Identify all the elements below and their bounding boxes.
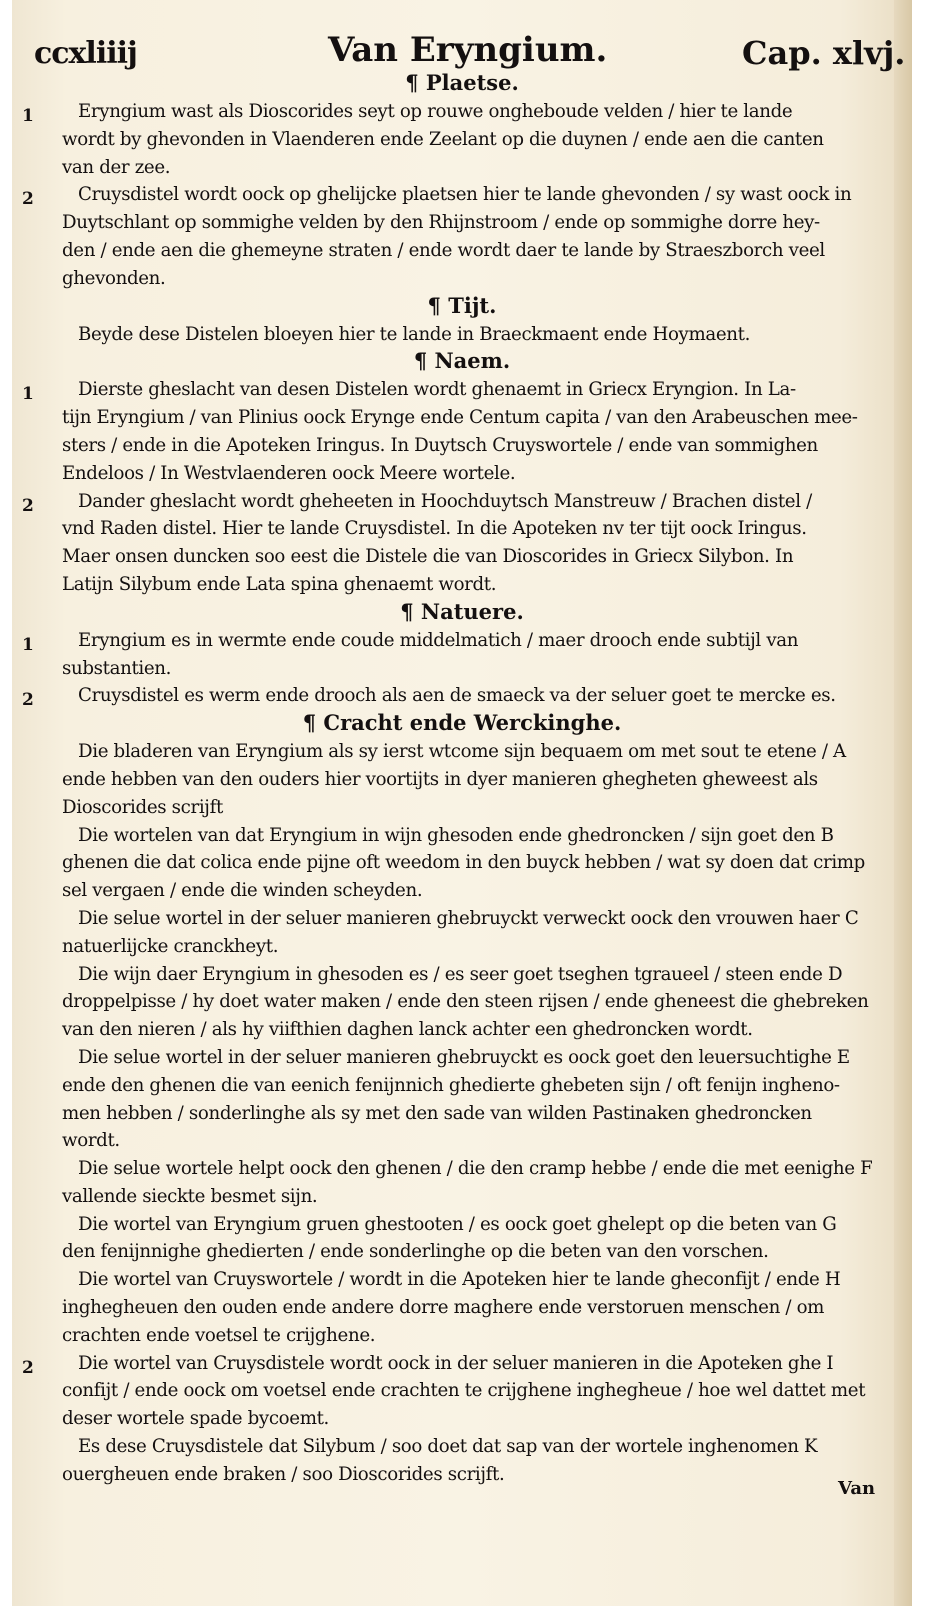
text-line: crachten ende voetsel te crijghene. [62, 1324, 376, 1346]
text-line: van den nieren / als hy viifthien daghen lanck achter een ghedroncken wordt. [62, 1019, 753, 1041]
text-line: Latijn Silybum ende Lata spina ghenaemt wordt. [62, 573, 497, 595]
paragraph [12, 376, 912, 487]
margin-number: 2 [22, 1357, 34, 1378]
text-line: deser wortele spade bycoemt. [62, 1408, 329, 1430]
text-line: Die wortel van Cruyswortele / wordt in die Apoteken hier te lande gheconfijt / ende H [78, 1269, 841, 1291]
page-body [12, 70, 912, 1489]
text-line: ghevonden. [62, 267, 166, 289]
paragraph [12, 1266, 912, 1349]
section-heading: ¶ Plaetse. [405, 70, 519, 95]
paragraph [12, 682, 912, 710]
text-line: Duytschlant op sommighe velden by den Rhijnstroom / ende op sommighe dorre hey- [62, 212, 820, 234]
margin-number: 2 [22, 495, 34, 516]
section-heading: ¶ Naem. [413, 348, 511, 374]
paragraph [12, 738, 912, 821]
text-line: den fenijnnighe ghedierten / ende sonderlinghe op die beten van den vorschen. [62, 1241, 769, 1263]
text-line: men hebben / sonderlinghe als sy met den sade van wilden Pastinaken ghedroncken [62, 1102, 812, 1124]
text-line: Eryngium wast als Dioscorides seyt op rouwe ongheboude velden / hier te lande [78, 101, 793, 122]
text-line: Die selue wortele helpt oock den ghenen / die den cramp hebbe / ende die met eenighe F [78, 1158, 873, 1180]
text-line: Die selue wortel in der seluer manieren ghebruyckt verweckt oock den vrouwen haer C [78, 907, 859, 929]
section-heading: ¶ Cracht ende Werckinghe. [302, 710, 622, 736]
book-page [12, 0, 912, 1606]
catchword: Van [838, 1478, 876, 1499]
text-line: vallende sieckte besmet sijn. [62, 1185, 318, 1207]
text-line: Die wijn daer Eryngium in ghesoden es / es seer goet tseghen tgraueel / steen ende D [78, 963, 843, 985]
text-line: wordt. [62, 1130, 120, 1152]
paragraph [12, 961, 912, 1044]
text-line: Endeloos / In Westvlaenderen oock Meere wortele. [62, 462, 516, 484]
paragraph [12, 627, 912, 683]
paragraph [12, 488, 912, 599]
paragraph [12, 1211, 912, 1267]
text-line: Es dese Cruysdistele dat Silybum / soo doet dat sap van der wortele inghenomen K [78, 1436, 818, 1458]
text-line: Eryngium es in wermte ende coude middelmatich / maer drooch ende subtijl van [78, 629, 799, 651]
folio-number: ccxliiij [34, 36, 137, 71]
text-line: Cruysdistel wordt oock op ghelijcke plaetsen hier te lande ghevonden / sy wast oock in [78, 184, 852, 206]
text-line: ende hebben van den ouders hier voortijts in dyer manieren ghegheten gheweest als [62, 768, 818, 790]
text-line: Die selue wortel in der seluer manieren ghebruyckt es oock goet den leuersuchtighe E [78, 1046, 850, 1068]
text-line: Dierste gheslacht van desen Distelen wordt ghenaemt in Griecx Eryngion. In La- [78, 379, 796, 401]
paragraph [12, 905, 912, 961]
text-line: ghenen die dat colica ende pijne oft weedom in den buyck hebben / wat sy doen dat crimp [62, 852, 865, 874]
section-heading: ¶ Tijt. [427, 292, 497, 318]
text-line: wordt by ghevonden in Vlaenderen ende Zeelant op die duynen / ende aen die canten [62, 128, 824, 150]
section-heading: ¶ Natuere. [400, 598, 524, 624]
page-title: Van Eryngium. [328, 30, 608, 70]
paragraph [12, 321, 912, 349]
text-line: Cruysdistel es werm ende drooch als aen de smaeck va der seluer goet te mercke es. [78, 685, 836, 707]
text-line: van der zee. [62, 156, 171, 178]
margin-number: 1 [22, 634, 34, 655]
text-line: natuerlijcke cranckheyt. [62, 935, 279, 957]
text-line: inghegheuen den ouden ende andere dorre maghere ende verstoruen menschen / om [62, 1297, 825, 1319]
text-line: droppelpisse / hy doet water maken / ende den steen rijsen / ende gheneest die ghebreken [62, 991, 869, 1013]
paragraph [12, 822, 912, 905]
text-line: tijn Eryngium / van Plinius oock Erynge ende Centum capita / van den Arabeuschen mee- [62, 407, 858, 429]
text-line: Maer onsen duncken soo eest die Distele die van Dioscorides in Griecx Silybon. In [62, 546, 794, 568]
text-line: Die wortel van Cruysdistele wordt oock in der seluer manieren in die Apoteken ghe I [78, 1352, 834, 1374]
text-line: confijt / ende oock om voetsel ende crachten te crijghene inghegheue / hoe wel dattet met [62, 1380, 866, 1402]
paragraph [12, 98, 912, 181]
margin-number: 2 [22, 189, 34, 210]
margin-number: 2 [22, 690, 34, 711]
margin-number: 1 [22, 106, 34, 126]
text-line: Die wortel van Eryngium gruen ghestooten / es oock goet ghelept op die beten van G [78, 1213, 837, 1235]
chapter-number: Cap. xlvj. [742, 34, 906, 72]
text-line: ouergheuen ende braken / soo Dioscorides scrijft. [62, 1463, 505, 1485]
text-line: Beyde dese Distelen bloeyen hier te lande in Braeckmaent ende Hoymaent. [78, 323, 751, 345]
text-line: Die bladeren van Eryngium als sy ierst wtcome sijn bequaem om met sout te etene / A [78, 741, 846, 763]
paragraph [12, 1433, 912, 1489]
text-line: vnd Raden distel. Hier te lande Cruysdistel. In die Apoteken nv ter tijt oock Iringus. [62, 518, 807, 540]
margin-number: 1 [22, 384, 34, 405]
text-line: den / ende aen die ghemeyne straten / ende wordt daer te lande by Straeszborch veel [62, 239, 825, 261]
text-line: substantien. [62, 657, 172, 679]
paragraph [12, 1044, 912, 1155]
paragraph [12, 1350, 912, 1433]
text-line: Dander gheslacht wordt gheheeten in Hoochduytsch Manstreuw / Brachen distel / [78, 490, 812, 512]
text-line: ende den ghenen die van eenich fenijnnich ghedierte ghebeten sijn / oft fenijn ingheno- [62, 1074, 840, 1096]
text-line: Dioscorides scrijft [62, 796, 223, 818]
paragraph [12, 181, 912, 292]
text-line: sters / ende in die Apoteken Iringus. In Duytsch Cruyswortele / ende van sommighen [62, 434, 818, 456]
text-line: sel vergaen / ende die winden scheyden. [62, 880, 423, 902]
paragraph [12, 1155, 912, 1211]
text-line: Die wortelen van dat Eryngium in wijn ghesoden ende ghedroncken / sijn goet den B [78, 824, 834, 846]
